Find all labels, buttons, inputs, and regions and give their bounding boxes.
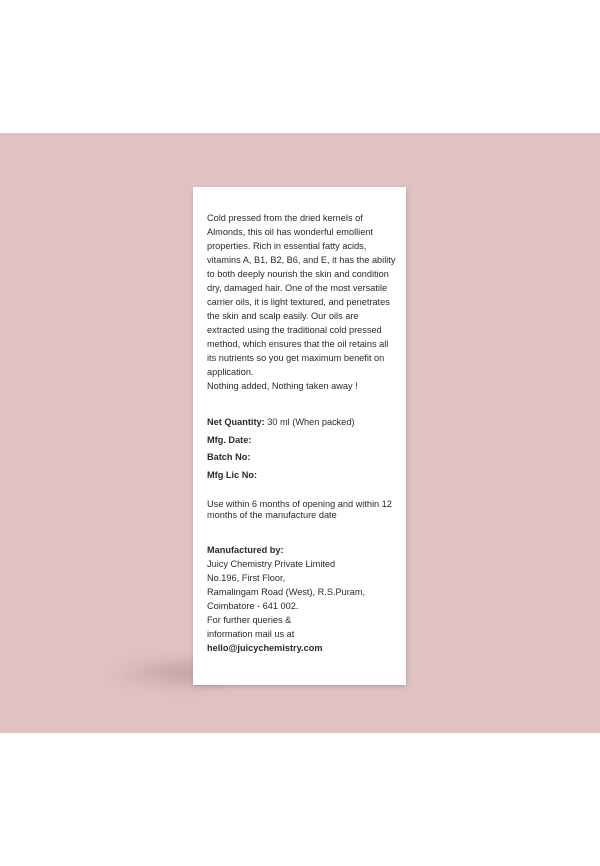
mfg-lic-no: [207, 468, 396, 482]
manufacturer-line: Ramalingam Road (West), R.S.Puram,: [207, 586, 366, 597]
tagline: Nothing added, Nothing taken away !: [207, 381, 358, 391]
batch-no: [207, 450, 396, 464]
net-quantity: [207, 415, 396, 429]
mfg-date-label: Mfg. Date:: [207, 434, 252, 445]
manufacturer-line: Coimbatore - 641 002.: [207, 600, 299, 611]
manufacturer-line: Juicy Chemistry Private Limited: [207, 558, 336, 569]
product-box-back-panel: [193, 187, 406, 685]
usage-instructions: Use within 6 months of opening and within 12 months of the manufacture date: [207, 498, 392, 520]
manufacturer-line: No.196, First Floor,: [207, 572, 286, 583]
manufacturer-heading: Manufactured by:: [207, 544, 284, 555]
manufacturer-line: For further queries &: [207, 614, 292, 625]
batch-no-label: Batch No:: [207, 452, 251, 463]
manufacturer-line: information mail us at: [207, 628, 295, 639]
mfg-lic-label: Mfg Lic No:: [207, 469, 258, 480]
contact-email: hello@juicychemistry.com: [207, 642, 323, 653]
mfg-date: [207, 433, 396, 447]
net-quantity-label: Net Quantity:: [207, 417, 265, 427]
net-quantity-value: 30 ml (When packed): [264, 417, 355, 427]
product-description: Cold pressed from the dried kernels of Almonds, this oil has wonderful emollient properties. Rich in essential fatty acids, vitamins A, B1, B2, B6, and E, it has the ability to both deeply nourish the skin and condition dry, damaged hair. One of the most versatile carrier oils, it is light textured, and penetrates the skin and scalp easily. Our oils are extracted using the traditional cold pressed method, which ensures that the oil retains all its nutrients so you get maximum benefit on application.: [207, 213, 396, 377]
